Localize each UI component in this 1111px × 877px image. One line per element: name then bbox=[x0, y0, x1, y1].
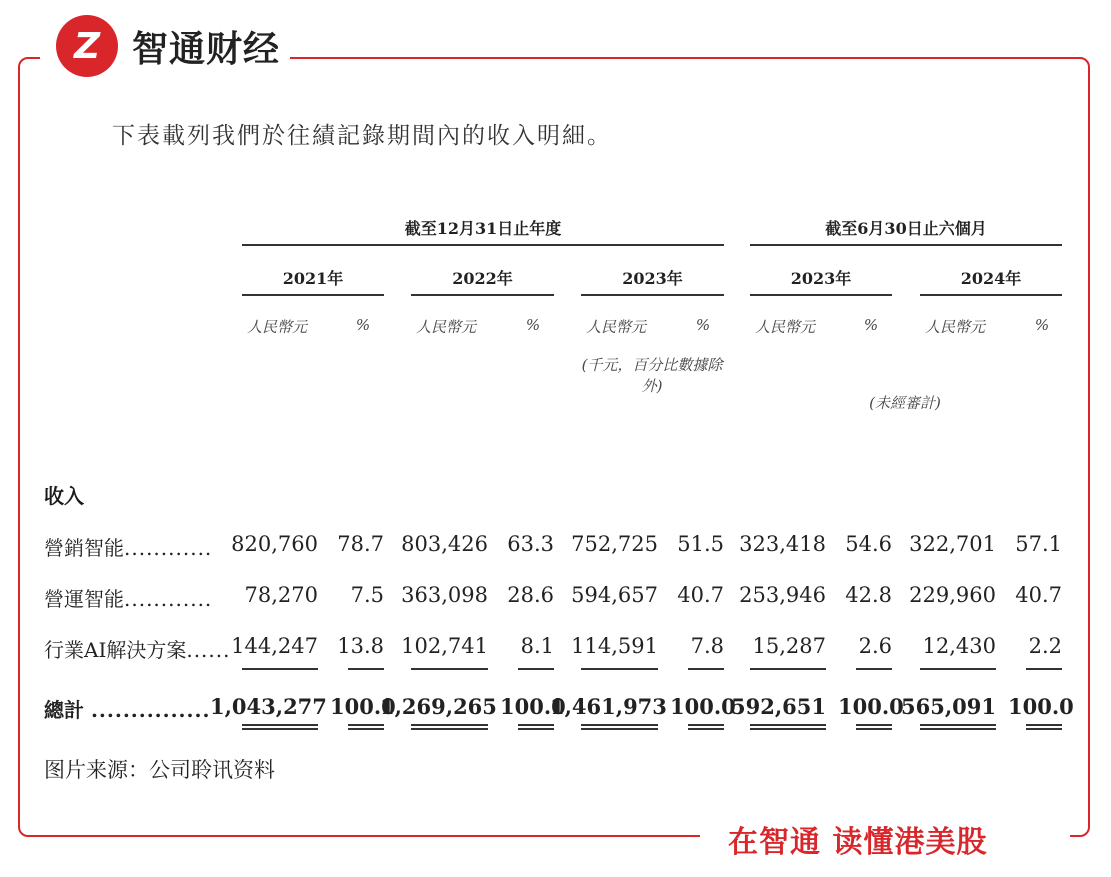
cell: 803,426 bbox=[401, 532, 488, 556]
year-2022: 2022年 bbox=[452, 269, 513, 288]
subtotal-rule bbox=[1026, 668, 1062, 670]
cell: 7.5 bbox=[350, 583, 384, 607]
header-year-end: 截至12月31日止年度 bbox=[404, 219, 562, 238]
cell: 13.8 bbox=[337, 634, 384, 658]
cell: 54.6 bbox=[845, 532, 892, 556]
total-double-rule bbox=[750, 724, 826, 730]
unaudited-note: (未經審計) bbox=[869, 394, 941, 412]
year-rule bbox=[920, 294, 1062, 296]
year-2023: 2023年 bbox=[622, 269, 683, 288]
year-rule bbox=[750, 294, 892, 296]
cell: 752,725 bbox=[571, 532, 658, 556]
total-double-rule bbox=[348, 724, 384, 730]
cell: 144,247 bbox=[231, 634, 318, 658]
year-2024-h1: 2024年 bbox=[960, 269, 1022, 288]
total-double-rule bbox=[242, 724, 318, 730]
cell: 78,270 bbox=[244, 583, 318, 607]
source-note: 图片来源：公司聆讯资料 bbox=[44, 758, 275, 782]
year-rule bbox=[242, 294, 384, 296]
row-label: 行業AI解決方案...... bbox=[44, 638, 231, 662]
total-double-rule bbox=[856, 724, 892, 730]
cell: 28.6 bbox=[507, 583, 554, 607]
total-label: 總計 ............... bbox=[44, 698, 211, 722]
year-2021: 2021年 bbox=[282, 269, 344, 288]
unit-pct: % bbox=[863, 316, 879, 334]
brand-name: 智通财经 bbox=[132, 28, 281, 70]
cell: 102,741 bbox=[401, 634, 488, 658]
cell: 2.6 bbox=[858, 634, 892, 658]
cell: 229,960 bbox=[909, 583, 996, 607]
cell: 7.8 bbox=[690, 634, 724, 658]
total-cell: 592,651 bbox=[731, 694, 826, 719]
cell: 63.3 bbox=[507, 532, 554, 556]
slogan: 在智通 读懂港美股 bbox=[728, 825, 988, 860]
unit-pct: % bbox=[355, 316, 371, 334]
total-cell: 100.0 bbox=[838, 694, 904, 719]
cell: 323,418 bbox=[739, 532, 826, 556]
unit-pct: % bbox=[695, 316, 711, 334]
total-double-rule bbox=[411, 724, 488, 730]
total-cell: 100.0 bbox=[670, 694, 736, 719]
subtotal-rule bbox=[688, 668, 724, 670]
total-cell: 100.0 bbox=[1008, 694, 1074, 719]
cell: 2.2 bbox=[1028, 634, 1062, 658]
logo-icon: Z bbox=[56, 15, 118, 77]
subtotal-rule bbox=[348, 668, 384, 670]
cell: 253,946 bbox=[739, 583, 826, 607]
cell: 594,657 bbox=[571, 583, 658, 607]
total-double-rule bbox=[688, 724, 724, 730]
subtotal-rule bbox=[750, 668, 826, 670]
logo bbox=[56, 15, 280, 77]
total-double-rule bbox=[920, 724, 996, 730]
total-double-rule bbox=[581, 724, 658, 730]
subtotal-rule bbox=[242, 668, 318, 670]
cell: 42.8 bbox=[845, 583, 892, 607]
year-2023-h1: 2023年 bbox=[790, 269, 852, 288]
total-cell: 100.0 bbox=[330, 694, 396, 719]
cell: 57.1 bbox=[1015, 532, 1062, 556]
total-cell: 565,091 bbox=[901, 694, 996, 719]
header-half-year: 截至6月30日止六個月 bbox=[825, 219, 987, 238]
thousands-note: (千元，百分比數據除外) bbox=[581, 356, 723, 395]
total-double-rule bbox=[518, 724, 554, 730]
row-label: 營銷智能............ bbox=[44, 536, 213, 560]
unit-currency: 人民幣元 bbox=[415, 318, 476, 336]
header-rule bbox=[242, 244, 724, 246]
year-rule bbox=[581, 294, 724, 296]
unit-pct: % bbox=[1034, 316, 1050, 334]
total-cell: 1,269,265 bbox=[380, 694, 497, 719]
total-double-rule bbox=[1026, 724, 1062, 730]
cell: 820,760 bbox=[231, 532, 318, 556]
cell: 40.7 bbox=[677, 583, 724, 607]
unit-currency: 人民幣元 bbox=[585, 318, 646, 336]
cell: 78.7 bbox=[337, 532, 384, 556]
cell: 15,287 bbox=[752, 634, 826, 658]
total-cell: 1,043,277 bbox=[210, 694, 327, 719]
cell: 363,098 bbox=[401, 583, 488, 607]
unit-currency: 人民幣元 bbox=[246, 318, 307, 336]
subtotal-rule bbox=[920, 668, 996, 670]
cell: 40.7 bbox=[1015, 583, 1062, 607]
cell: 114,591 bbox=[571, 634, 658, 658]
cell: 322,701 bbox=[909, 532, 996, 556]
cell: 12,430 bbox=[922, 634, 996, 658]
subtotal-rule bbox=[581, 668, 658, 670]
row-label: 營運智能............ bbox=[44, 587, 213, 611]
subtotal-rule bbox=[518, 668, 554, 670]
total-cell: 100.0 bbox=[500, 694, 566, 719]
header-rule bbox=[750, 244, 1062, 246]
cell: 8.1 bbox=[520, 634, 554, 658]
cell: 51.5 bbox=[677, 532, 724, 556]
unit-currency: 人民幣元 bbox=[924, 318, 985, 336]
intro-text: 下表載列我們於往績記錄期間內的收入明細。 bbox=[112, 123, 612, 149]
unit-pct: % bbox=[525, 316, 541, 334]
subtotal-rule bbox=[411, 668, 488, 670]
unit-currency: 人民幣元 bbox=[754, 318, 815, 336]
total-cell: 1,461,973 bbox=[550, 694, 667, 719]
subtotal-rule bbox=[856, 668, 892, 670]
section-revenue: 收入 bbox=[44, 484, 84, 508]
year-rule bbox=[411, 294, 554, 296]
